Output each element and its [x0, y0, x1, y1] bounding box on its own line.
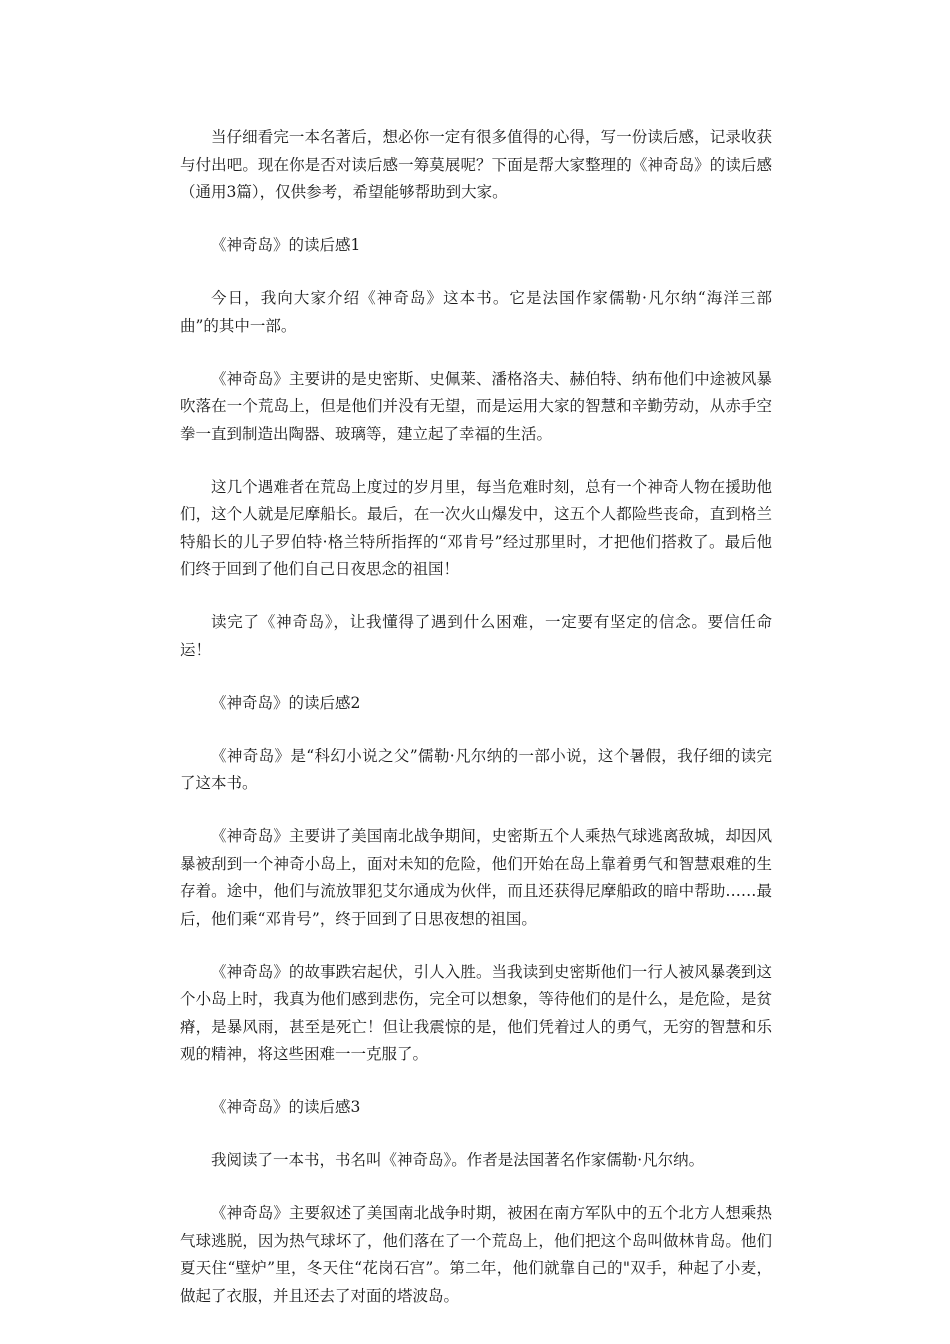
section-heading-3: 《神奇岛》的读后感3	[211, 1098, 361, 1116]
section-3-paragraph-2: 《神奇岛》主要叙述了美国南北战争时期，被困在南方军队中的五个北方人想乘热气球逃脱，因为热气球坏了，他们落在了一个荒岛上，他们把这个岛叫做林肯岛。他们夏天住“壁炉”里，冬天住“花岗石宫”。第二年，他们就靠自己的"双手，种起了小麦，做起了衣服，并且还去了对面的塔波岛。	[180, 1204, 772, 1305]
section-2-paragraph-3: 《神奇岛》的故事跌宕起伏，引人入胜。当我读到史密斯他们一行人被风暴袭到这个小岛上时，我真为他们感到悲伤，完全可以想象，等待他们的是什么，是危险，是贫瘠，是暴风雨，甚至是死亡！但让我震惊的是，他们凭着过人的勇气，无穷的智慧和乐观的精神，将这些困难一一克服了。	[180, 962, 772, 1063]
section-heading-1: 《神奇岛》的读后感1	[211, 236, 361, 254]
section-3-paragraph-1: 我阅读了一本书，书名叫《神奇岛》。作者是法国著名作家儒勒·凡尔纳。	[211, 1151, 705, 1169]
section-1-paragraph-1: 今日，我向大家介绍《神奇岛》这本书。它是法国作家儒勒·凡尔纳“海洋三部曲”的其中一部。	[180, 289, 772, 335]
intro-paragraph: 当仔细看完一本名著后，想必你一定有很多值得的心得，写一份读后感，记录收获与付出吧。现在你是否对读后感一筹莫展呢？下面是帮大家整理的《神奇岛》的读后感（通用3篇），仅供参考，希望能够帮助到大家。	[180, 128, 772, 201]
section-1-paragraph-4: 读完了《神奇岛》，让我懂得了遇到什么困难，一定要有坚定的信念。要信任命运！	[180, 613, 772, 659]
section-1-paragraph-3: 这几个遇难者在荒岛上度过的岁月里，每当危难时刻，总有一个神奇人物在援助他们，这个人就是尼摩船长。最后，在一次火山爆发中，这五个人都险些丧命，直到格兰特船长的儿子罗伯特·格兰特所指挥的“邓肯号”经过那里时，才把他们搭救了。最后他们终于回到了他们自己日夜思念的祖国！	[180, 477, 772, 578]
section-2-paragraph-1: 《神奇岛》是“科幻小说之父”儒勒·凡尔纳的一部小说，这个暑假，我仔细的读完了这本书。	[180, 746, 772, 792]
section-1-paragraph-2: 《神奇岛》主要讲的是史密斯、史佩莱、潘格洛夫、赫伯特、纳布他们中途被风暴吹落在一个荒岛上，但是他们并没有无望，而是运用大家的智慧和辛勤劳动，从赤手空拳一直到制造出陶器、玻璃等，建立起了幸福的生活。	[180, 369, 772, 443]
section-heading-2: 《神奇岛》的读后感2	[211, 693, 361, 712]
document-page	[180, 124, 772, 1336]
section-2-paragraph-2: 《神奇岛》主要讲了美国南北战争期间，史密斯五个人乘热气球逃离敌城，却因风暴被刮到一个神奇小岛上，面对未知的危险，他们开始在岛上靠着勇气和智慧艰难的生存着。途中，他们与流放罪犯艾尔通成为伙伴，而且还获得尼摩船政的暗中帮助……最后，他们乘“邓肯号”，终于回到了日思夜想的祖国。	[180, 827, 772, 928]
